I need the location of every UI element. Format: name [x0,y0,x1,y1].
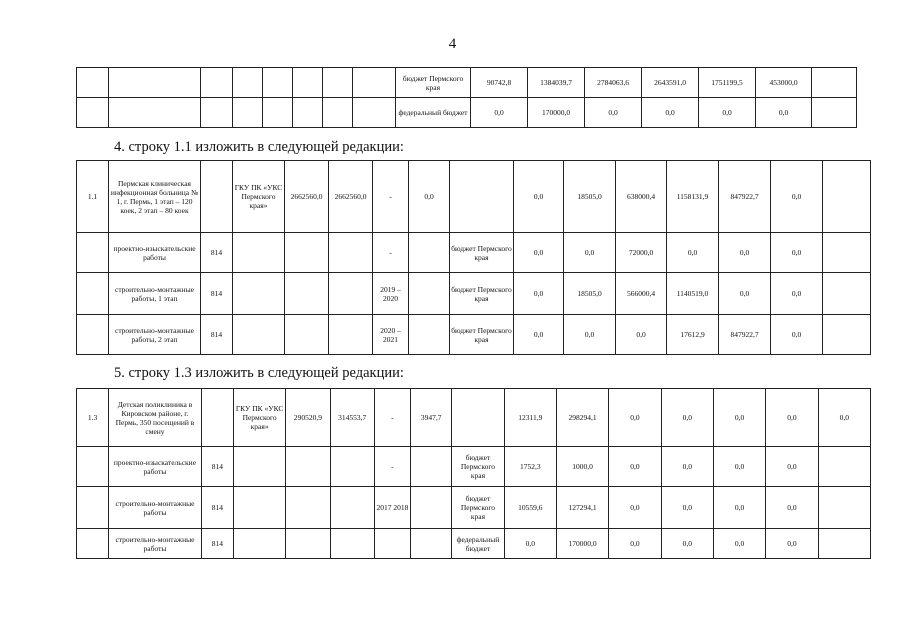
table-cell: 814 [201,233,233,273]
table-cell: 1000,0 [556,447,608,487]
table-cell: 1751199,5 [699,68,756,98]
table-cell: 0,0 [661,389,713,447]
table-cell [285,273,329,315]
table-cell: Пермская клиническая инфекционная больница № 1, г. Пермь, 1 этап – 120 коек, 2 этап – 80 коек [109,161,201,233]
table-cell [233,315,285,355]
table-cell: 1.1 [77,161,109,233]
table-cell [77,447,109,487]
table-cell [201,98,233,128]
table-cell: 0,0 [564,315,616,355]
table-cell: 12311,9 [504,389,556,447]
table-cell [233,233,285,273]
table-cell: - [374,447,410,487]
table-cell: 0,0 [766,487,818,529]
table-cell: 0,0 [771,273,823,315]
table-cell: 0,0 [471,98,528,128]
table-cell: 2019 – 2020 [373,273,409,315]
table-cell: ГКУ ПК «УКС Пермского края» [233,161,285,233]
table-cell [293,98,323,128]
section-heading-5: 5. строку 1.3 изложить в следующей редакции: [114,365,404,381]
table-cell [411,487,452,529]
table-cell [293,68,323,98]
table-cell [330,447,374,487]
table-cell: 0,0 [642,98,699,128]
table-cell [286,487,330,529]
table-cell: бюджет Пермского края [396,68,471,98]
table-cell: 10559,6 [504,487,556,529]
table-cell [409,233,450,273]
table-cell [409,273,450,315]
table-cell: 0,0 [514,315,564,355]
table-cell [329,233,373,273]
table-cell: бюджет Пермского края [452,487,504,529]
table-cell [330,529,374,559]
table-cell: 0,0 [766,529,818,559]
table-cell: 0,0 [661,487,713,529]
table-cell [818,529,870,559]
table-row [77,315,871,355]
table-cell: 814 [201,529,233,559]
table-cell: 1158131,9 [667,161,719,233]
table-cell: 2662560,0 [329,161,373,233]
table-cell: 0,0 [771,233,823,273]
table-row [77,529,871,559]
table-cell: 814 [201,273,233,315]
table-cell [233,487,285,529]
table-cell: 847922,7 [719,315,771,355]
table-cell: строительно-монтажные работы [109,487,202,529]
table-cell: 566000,4 [616,273,667,315]
table-cell: 0,0 [504,529,556,559]
table-cell: 1140519,0 [667,273,719,315]
table-cell: 170000,0 [528,98,585,128]
table-cell: 0,0 [609,389,661,447]
table-cell [233,529,285,559]
table-cell: 1.3 [77,389,109,447]
table-cell: 2662560,0 [285,161,329,233]
table-cell: 18505,0 [564,161,616,233]
table-cell: 0,0 [719,233,771,273]
table-cell: бюджет Пермского края [450,233,514,273]
table-cell: федеральный бюджет [396,98,471,128]
table-cell [286,529,330,559]
table-cell [353,98,396,128]
table-cell: 0,0 [609,529,661,559]
table-cell [233,98,263,128]
table-cell: 0,0 [713,389,765,447]
table-cell: 2017 2018 [374,487,410,529]
table-cell: 3947,7 [411,389,452,447]
table-row [77,487,871,529]
table-cell [263,98,293,128]
table-cell: 0,0 [766,389,818,447]
table-cell: 0,0 [564,233,616,273]
table-row [77,273,871,315]
table-cell: 127294,1 [556,487,608,529]
table-cell: 0,0 [818,389,870,447]
table-cell: 814 [201,487,233,529]
table-cell: 0,0 [766,447,818,487]
table-cell: 2020 – 2021 [373,315,409,355]
table-cell: 2643591,0 [642,68,699,98]
budget-table-row-1-3 [76,388,871,559]
table-cell [409,315,450,355]
table-cell: 0,0 [699,98,756,128]
table-cell [233,447,285,487]
section-heading-4: 4. строку 1.1 изложить в следующей редакции: [114,139,404,155]
table-cell: строительно-монтажные работы, 1 этап [109,273,201,315]
table-cell: 0,0 [771,161,823,233]
table-cell [201,161,233,233]
table-cell [77,273,109,315]
table-cell [323,98,353,128]
table-cell: 0,0 [719,273,771,315]
table-cell [77,233,109,273]
table-cell [233,273,285,315]
table-cell [823,233,871,273]
table-cell: 0,0 [409,161,450,233]
table-cell: проектно-изыскательские работы [109,233,201,273]
table-cell: 0,0 [667,233,719,273]
table-cell: 1384039,7 [528,68,585,98]
table-cell: строительно-монтажные работы, 2 этап [109,315,201,355]
table-cell: - [373,161,409,233]
table-cell: 0,0 [661,447,713,487]
table-cell [263,68,293,98]
table-cell: бюджет Пермского края [452,447,504,487]
table-cell [77,68,109,98]
table-cell [818,447,870,487]
table-cell [812,68,857,98]
table-cell [411,529,452,559]
table-row [77,447,871,487]
table-cell: 0,0 [585,98,642,128]
table-cell: 170000,0 [556,529,608,559]
table-cell: 0,0 [713,487,765,529]
table-cell: 0,0 [514,233,564,273]
table-cell: 0,0 [771,315,823,355]
table-cell [329,273,373,315]
table-cell [77,529,109,559]
table-cell: 0,0 [609,447,661,487]
budget-table-continuation [76,67,857,128]
budget-table-row-1-1 [76,160,871,355]
table-cell: 18505,0 [564,273,616,315]
table-cell: 17612,9 [667,315,719,355]
table-row [77,161,871,233]
table-cell: 90742,8 [471,68,528,98]
table-cell [285,233,329,273]
table-cell [285,315,329,355]
table-cell [353,68,396,98]
table-row [77,233,871,273]
table-cell: бюджет Пермского края [450,273,514,315]
table-cell [323,68,353,98]
table-cell [823,315,871,355]
table-cell [452,389,504,447]
table-cell [823,273,871,315]
table-cell: строительно-монтажные работы [109,529,202,559]
table-cell [109,68,201,98]
table-cell [450,161,514,233]
table-cell: 814 [201,447,233,487]
table-cell: 453000,0 [756,68,812,98]
table-cell: 0,0 [609,487,661,529]
table-cell [329,315,373,355]
table-cell [77,315,109,355]
table-cell [812,98,857,128]
table-row [77,389,871,447]
table-cell [233,68,263,98]
table-cell [823,161,871,233]
table-cell [374,529,410,559]
table-cell [286,447,330,487]
table-cell [201,389,233,447]
table-cell [818,487,870,529]
table-cell: 298294,1 [556,389,608,447]
table-row [77,98,857,128]
table-cell: проектно-изыскательские работы [109,447,202,487]
table-cell: 72000,0 [616,233,667,273]
table-cell [330,487,374,529]
table-cell: 0,0 [713,447,765,487]
table-cell: 0,0 [514,273,564,315]
table-cell: 638000,4 [616,161,667,233]
table-cell: бюджет Пермского края [450,315,514,355]
table-cell: 2784063,6 [585,68,642,98]
table-cell: 290520,9 [286,389,330,447]
table-cell: 0,0 [713,529,765,559]
table-cell [77,98,109,128]
table-cell: - [373,233,409,273]
table-cell: федеральный бюджет [452,529,504,559]
table-row [77,68,857,98]
table-cell [201,68,233,98]
table-cell: 847922,7 [719,161,771,233]
table-cell [411,447,452,487]
table-cell [77,487,109,529]
table-cell: Детская поликлиника в Кировском районе, г. Пермь, 350 посещений в смену [109,389,202,447]
table-cell: 0,0 [514,161,564,233]
table-cell: 0,0 [756,98,812,128]
table-cell: 1752,3 [504,447,556,487]
page-number: 4 [448,36,457,52]
table-cell: 0,0 [661,529,713,559]
table-cell [109,98,201,128]
table-cell: 814 [201,315,233,355]
table-cell: - [374,389,410,447]
table-cell: 314553,7 [330,389,374,447]
table-cell: 0,0 [616,315,667,355]
table-cell: ГКУ ПК «УКС Пермского края» [233,389,285,447]
